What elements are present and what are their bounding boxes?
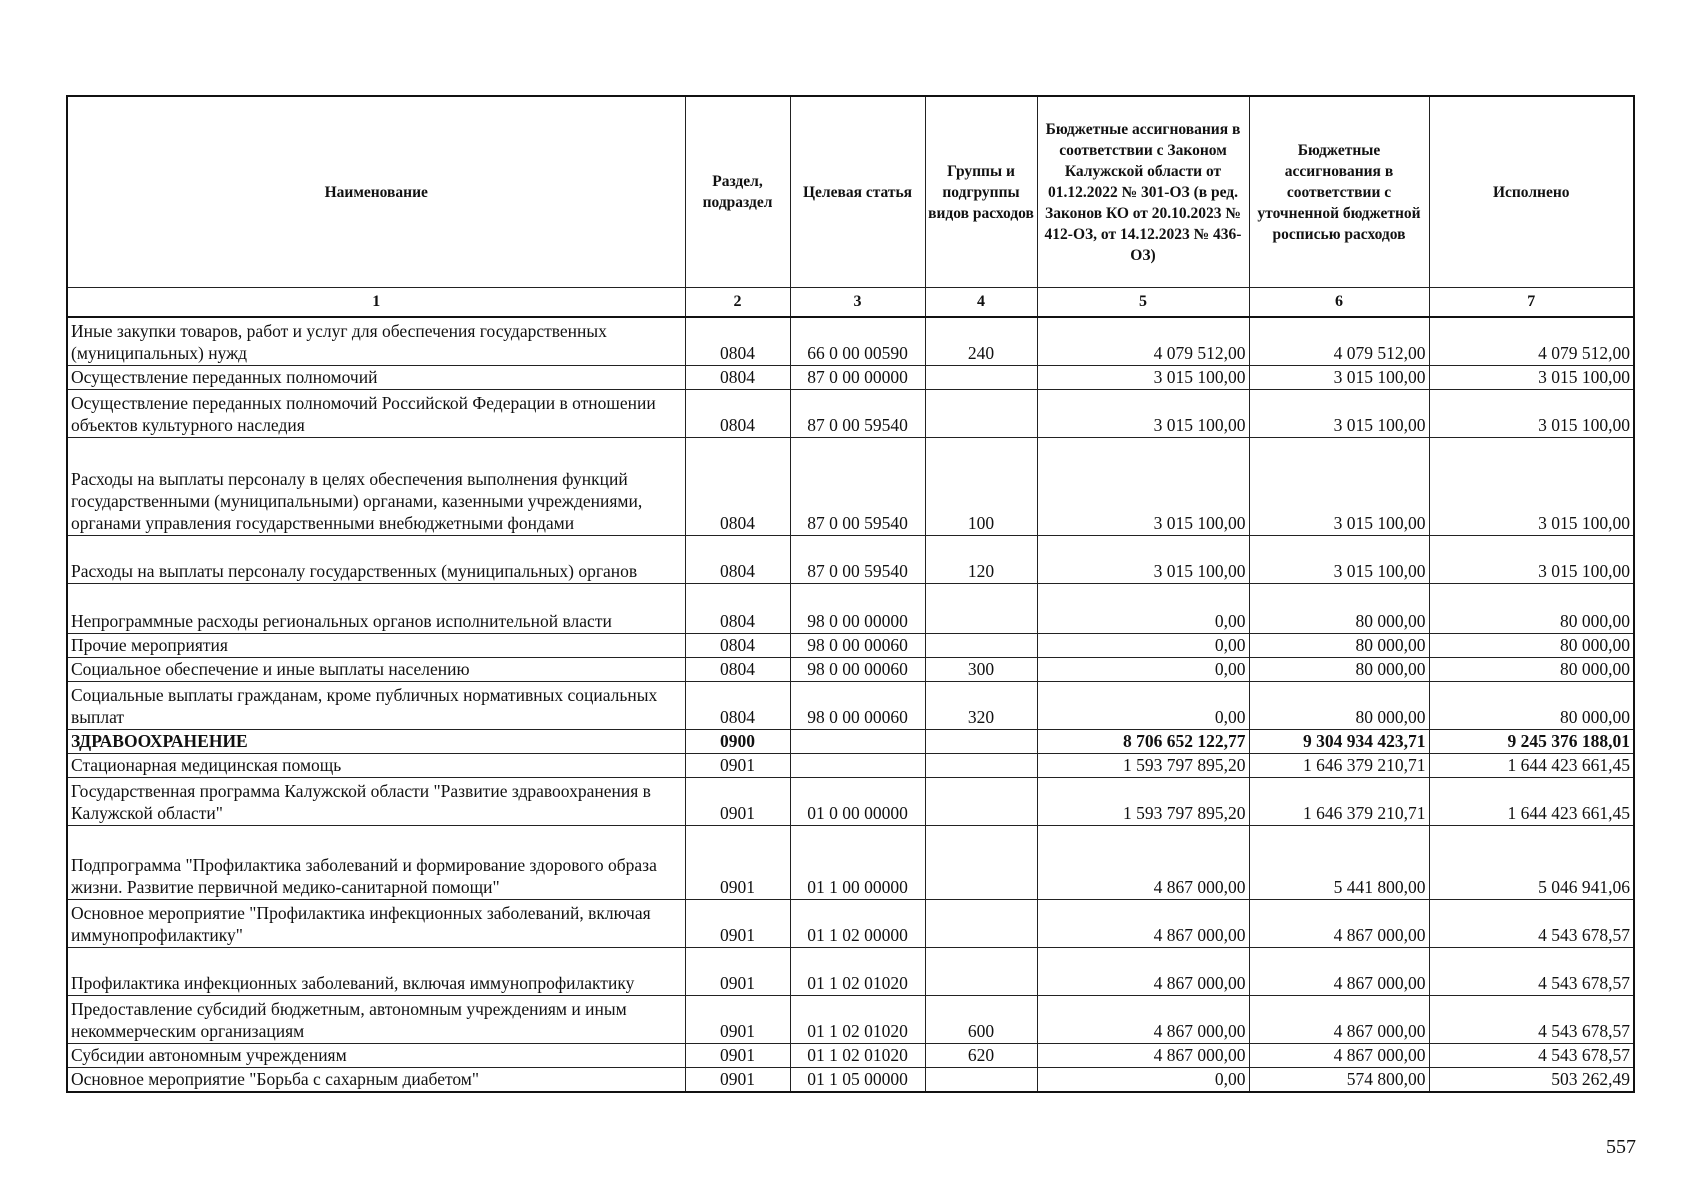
table-row <box>67 729 1634 753</box>
row-refined: 3 015 100,00 <box>1249 437 1429 535</box>
row-name: Основное мероприятие "Борьба с сахарным диабетом" <box>67 1067 685 1092</box>
column-number: 7 <box>1429 288 1634 318</box>
row-target: 66 0 00 00590 <box>790 317 925 365</box>
row-executed: 3 015 100,00 <box>1429 535 1634 583</box>
column-number: 4 <box>925 288 1037 318</box>
row-group <box>925 825 1037 899</box>
table-row <box>67 317 1634 365</box>
row-target: 87 0 00 00000 <box>790 365 925 389</box>
row-group <box>925 947 1037 995</box>
row-group <box>925 753 1037 777</box>
row-executed: 1 644 423 661,45 <box>1429 777 1634 825</box>
row-name: Профилактика инфекционных заболеваний, включая иммунопрофилактику <box>67 947 685 995</box>
row-refined: 574 800,00 <box>1249 1067 1429 1092</box>
row-refined: 4 867 000,00 <box>1249 899 1429 947</box>
row-section: 0804 <box>685 365 790 389</box>
header-law: Бюджетные ассигнования в соответствии с Законом Калужской области от 01.12.2022 № 301-ОЗ (в ред. Законов КО от 20.10.2023 № 412-ОЗ, от 14.12.2023 № 436-ОЗ) <box>1037 96 1249 288</box>
row-name: ЗДРАВООХРАНЕНИЕ <box>67 729 685 753</box>
header-name: Наименование <box>67 96 685 288</box>
table-row <box>67 947 1634 995</box>
row-section: 0804 <box>685 317 790 365</box>
row-name: Предоставление субсидий бюджетным, автономным учреждениям и иным некоммерческим организациям <box>67 995 685 1043</box>
column-number-row <box>67 288 1634 318</box>
row-law: 3 015 100,00 <box>1037 365 1249 389</box>
row-section: 0901 <box>685 777 790 825</box>
table-row <box>67 437 1634 535</box>
row-section: 0901 <box>685 753 790 777</box>
row-refined: 80 000,00 <box>1249 681 1429 729</box>
row-name: Основное мероприятие "Профилактика инфекционных заболеваний, включая иммунопрофилактику" <box>67 899 685 947</box>
row-section: 0901 <box>685 995 790 1043</box>
row-name: Субсидии автономным учреждениям <box>67 1043 685 1067</box>
row-section: 0804 <box>685 437 790 535</box>
row-section: 0804 <box>685 389 790 437</box>
row-group: 100 <box>925 437 1037 535</box>
row-law: 1 593 797 895,20 <box>1037 777 1249 825</box>
row-refined: 4 867 000,00 <box>1249 947 1429 995</box>
row-name: Расходы на выплаты персоналу в целях обеспечения выполнения функций государственными (муниципальными) органами, казенными учреждениями, органами управления государственными внебюджетными фондами <box>67 437 685 535</box>
row-target: 87 0 00 59540 <box>790 389 925 437</box>
row-group: 320 <box>925 681 1037 729</box>
row-refined: 3 015 100,00 <box>1249 389 1429 437</box>
row-group <box>925 583 1037 633</box>
row-section: 0901 <box>685 825 790 899</box>
row-name: Иные закупки товаров, работ и услуг для обеспечения государственных (муниципальных) нужд <box>67 317 685 365</box>
row-name: Непрограммные расходы региональных органов исполнительной власти <box>67 583 685 633</box>
row-name: Государственная программа Калужской области "Развитие здравоохранения в Калужской области" <box>67 777 685 825</box>
row-law: 4 867 000,00 <box>1037 825 1249 899</box>
row-executed: 5 046 941,06 <box>1429 825 1634 899</box>
row-executed: 1 644 423 661,45 <box>1429 753 1634 777</box>
row-law: 4 079 512,00 <box>1037 317 1249 365</box>
row-refined: 9 304 934 423,71 <box>1249 729 1429 753</box>
row-name: Расходы на выплаты персоналу государственных (муниципальных) органов <box>67 535 685 583</box>
row-section: 0901 <box>685 1067 790 1092</box>
row-law: 3 015 100,00 <box>1037 437 1249 535</box>
row-law: 3 015 100,00 <box>1037 535 1249 583</box>
row-refined: 4 079 512,00 <box>1249 317 1429 365</box>
row-section: 0901 <box>685 1043 790 1067</box>
row-group: 300 <box>925 657 1037 681</box>
table-row <box>67 389 1634 437</box>
table-row <box>67 535 1634 583</box>
row-group <box>925 899 1037 947</box>
row-name: Социальные выплаты гражданам, кроме публичных нормативных социальных выплат <box>67 681 685 729</box>
row-group: 240 <box>925 317 1037 365</box>
row-executed: 3 015 100,00 <box>1429 365 1634 389</box>
table-row <box>67 657 1634 681</box>
row-section: 0900 <box>685 729 790 753</box>
header-executed: Исполнено <box>1429 96 1634 288</box>
row-refined: 80 000,00 <box>1249 583 1429 633</box>
row-law: 8 706 652 122,77 <box>1037 729 1249 753</box>
table-row <box>67 777 1634 825</box>
table-row <box>67 583 1634 633</box>
row-law: 3 015 100,00 <box>1037 389 1249 437</box>
row-name: Подпрограмма "Профилактика заболеваний и формирование здорового образа жизни. Развитие первичной медико-санитарной помощи" <box>67 825 685 899</box>
row-refined: 1 646 379 210,71 <box>1249 777 1429 825</box>
row-group <box>925 389 1037 437</box>
row-refined: 4 867 000,00 <box>1249 1043 1429 1067</box>
column-number: 5 <box>1037 288 1249 318</box>
row-executed: 80 000,00 <box>1429 657 1634 681</box>
column-number: 1 <box>67 288 685 318</box>
column-number: 3 <box>790 288 925 318</box>
table-row <box>67 995 1634 1043</box>
row-executed: 4 543 678,57 <box>1429 995 1634 1043</box>
row-section: 0901 <box>685 899 790 947</box>
column-number: 6 <box>1249 288 1429 318</box>
row-section: 0901 <box>685 947 790 995</box>
row-executed: 4 543 678,57 <box>1429 1043 1634 1067</box>
row-law: 4 867 000,00 <box>1037 899 1249 947</box>
row-target: 98 0 00 00060 <box>790 681 925 729</box>
row-law: 4 867 000,00 <box>1037 1043 1249 1067</box>
row-section: 0804 <box>685 583 790 633</box>
row-group <box>925 777 1037 825</box>
row-target: 01 1 00 00000 <box>790 825 925 899</box>
header-section: Раздел, подраздел <box>685 96 790 288</box>
row-law: 0,00 <box>1037 657 1249 681</box>
header-row <box>67 96 1634 288</box>
row-target: 01 1 02 00000 <box>790 899 925 947</box>
row-name: Социальное обеспечение и иные выплаты населению <box>67 657 685 681</box>
row-section: 0804 <box>685 681 790 729</box>
row-group <box>925 729 1037 753</box>
row-law: 4 867 000,00 <box>1037 995 1249 1043</box>
row-refined: 1 646 379 210,71 <box>1249 753 1429 777</box>
row-target: 87 0 00 59540 <box>790 535 925 583</box>
table-row <box>67 365 1634 389</box>
header-target: Целевая статья <box>790 96 925 288</box>
column-number: 2 <box>685 288 790 318</box>
row-name: Осуществление переданных полномочий Российской Федерации в отношении объектов культурного наследия <box>67 389 685 437</box>
row-executed: 80 000,00 <box>1429 583 1634 633</box>
row-refined: 3 015 100,00 <box>1249 365 1429 389</box>
row-section: 0804 <box>685 633 790 657</box>
row-executed: 3 015 100,00 <box>1429 437 1634 535</box>
header-groups: Группы и подгруппы видов расходов <box>925 96 1037 288</box>
table-row <box>67 899 1634 947</box>
row-group: 620 <box>925 1043 1037 1067</box>
table-row <box>67 825 1634 899</box>
row-refined: 80 000,00 <box>1249 633 1429 657</box>
row-section: 0804 <box>685 535 790 583</box>
row-target: 87 0 00 59540 <box>790 437 925 535</box>
row-refined: 3 015 100,00 <box>1249 535 1429 583</box>
row-executed: 503 262,49 <box>1429 1067 1634 1092</box>
table-row <box>67 1067 1634 1092</box>
table-row <box>67 753 1634 777</box>
row-executed: 4 543 678,57 <box>1429 899 1634 947</box>
row-group <box>925 365 1037 389</box>
row-law: 0,00 <box>1037 583 1249 633</box>
header-refined: Бюджетные ассигнования в соответствии с уточненной бюджетной росписью расходов <box>1249 96 1429 288</box>
row-target <box>790 729 925 753</box>
budget-table <box>66 95 1635 1093</box>
table-row <box>67 633 1634 657</box>
row-executed: 4 543 678,57 <box>1429 947 1634 995</box>
row-executed: 80 000,00 <box>1429 633 1634 657</box>
row-group <box>925 1067 1037 1092</box>
row-law: 4 867 000,00 <box>1037 947 1249 995</box>
page-number: 557 <box>1606 1136 1636 1158</box>
row-group <box>925 633 1037 657</box>
table-row <box>67 681 1634 729</box>
row-target: 98 0 00 00000 <box>790 583 925 633</box>
row-law: 0,00 <box>1037 681 1249 729</box>
row-name: Осуществление переданных полномочий <box>67 365 685 389</box>
row-target: 98 0 00 00060 <box>790 657 925 681</box>
row-target: 01 0 00 00000 <box>790 777 925 825</box>
row-target: 01 1 02 01020 <box>790 1043 925 1067</box>
row-section: 0804 <box>685 657 790 681</box>
row-name: Стационарная медицинская помощь <box>67 753 685 777</box>
row-refined: 4 867 000,00 <box>1249 995 1429 1043</box>
row-executed: 80 000,00 <box>1429 681 1634 729</box>
table-row <box>67 1043 1634 1067</box>
row-law: 0,00 <box>1037 633 1249 657</box>
row-target: 01 1 05 00000 <box>790 1067 925 1092</box>
row-refined: 5 441 800,00 <box>1249 825 1429 899</box>
row-target <box>790 753 925 777</box>
row-group: 120 <box>925 535 1037 583</box>
row-group: 600 <box>925 995 1037 1043</box>
row-law: 0,00 <box>1037 1067 1249 1092</box>
row-law: 1 593 797 895,20 <box>1037 753 1249 777</box>
row-target: 01 1 02 01020 <box>790 947 925 995</box>
row-name: Прочие мероприятия <box>67 633 685 657</box>
row-executed: 4 079 512,00 <box>1429 317 1634 365</box>
row-target: 01 1 02 01020 <box>790 995 925 1043</box>
row-executed: 9 245 376 188,01 <box>1429 729 1634 753</box>
row-refined: 80 000,00 <box>1249 657 1429 681</box>
row-executed: 3 015 100,00 <box>1429 389 1634 437</box>
row-target: 98 0 00 00060 <box>790 633 925 657</box>
